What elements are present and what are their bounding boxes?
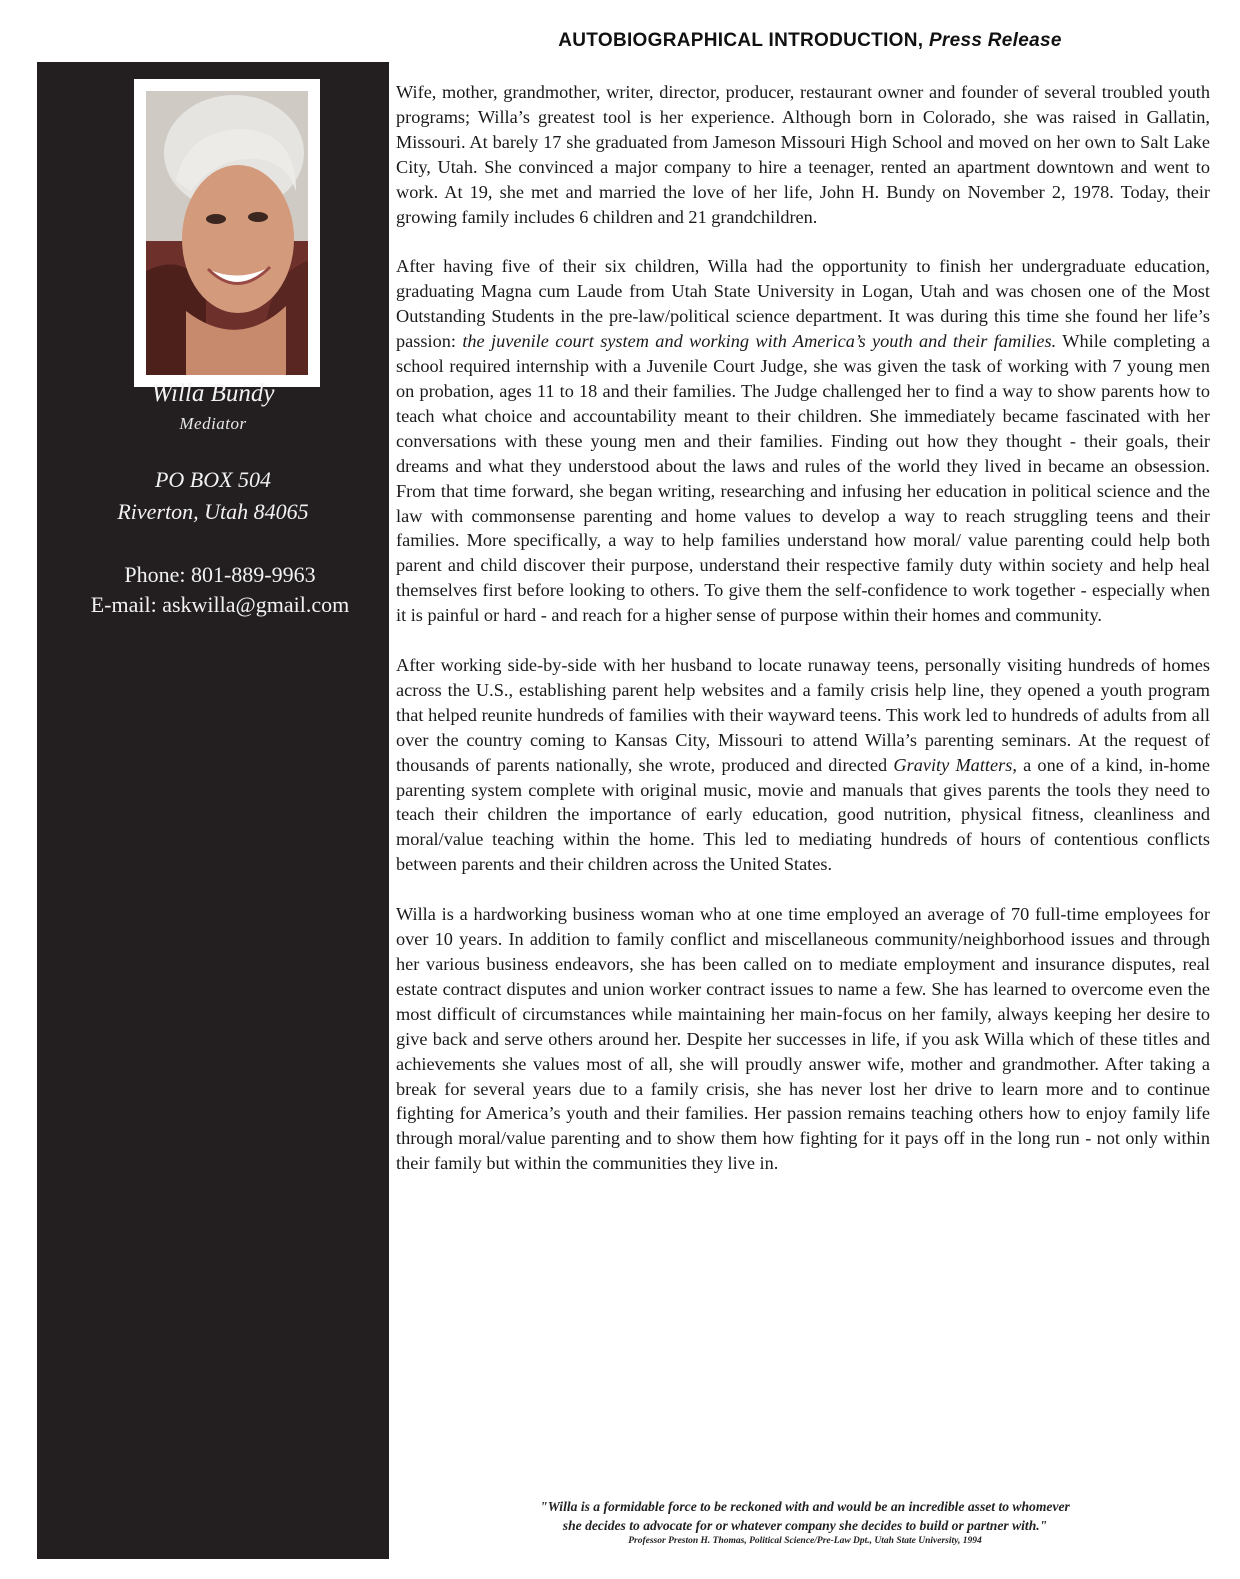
title-main: AUTOBIOGRAPHICAL INTRODUCTION, xyxy=(558,30,924,51)
paragraph-3-text-b: , a one of a kind, in-home parenting system complete with original music, movie and manuals that gives parents the tools they need to teach their children the importance of early education, good nutrition, physical fitness, cleanliness and moral/value teaching within the home. This led to mediating hundreds of hours of contentious conflicts between parents and their children across the United States. xyxy=(396,754,1211,875)
paragraph-4: Willa is a hardworking business woman who at one time employed an average of 70 full-time employees for over 10 years. In addition to family conflict and miscellaneous community/neighborhood issues and through her various business endeavors, she has been called on to mediate employment and insurance disputes, real estate contract disputes and union worker contract issues to name a few. She has learned to overcome even the most difficult of circumstances while maintaining her main-focus on her family, always keeping her desire to give back and serve others around her. Despite her successes in life, if you ask Willa which of these titles and achievements she values most of all, she will proudly answer wife, mother and grandmother. After taking a break for several years due to a family crisis, she has never lost her drive to learn more and to continue fighting for America’s youth and their families. Her passion remains teaching others how to enjoy family life through moral/value parenting and to show them how fighting for it pays off in the long run - not only within their family but within the communities they live in. xyxy=(396,904,1210,1174)
quote-attribution: Professor Preston H. Thomas, Political Science/Pre-Law Dpt., Utah State University, 1994 xyxy=(628,1536,982,1546)
sidebar xyxy=(37,62,389,1559)
title-subtitle: Press Release xyxy=(928,30,1062,51)
paragraph-2-text-b: While completing a school required internship with a Juvenile Court Judge, she was given the task of working with 7 young men on probation, ages 11 to 18 and their families. The Judge challenged her to find a way to show parents how to teach what choice and accountability meant to their children. She immediately became fascinated with her conversations with these young men and their families. Finding out how they thought - their goals, their dreams and what they understood about the laws and rules of the world they lived in became an obsession. From that time forward, she began writing, researching and infusing her education in political science and the law with commonsense parenting and home values to develop a way to reach struggling teens and their families. More specifically, a way to help families understand how moral/ value parenting could help both parent and child discover their purpose, understand their respective family duty within society and help heal themselves first before looking to others. To give them the self-confidence to work together - especially when it is painful or hard - and reach for a higher sense of purpose within their homes and community. xyxy=(396,331,1210,626)
paragraph-3-emphasis: Gravity Matters xyxy=(893,754,1013,775)
address-line-2: Riverton, Utah 84065 xyxy=(117,499,309,524)
paragraph-3-text-a: After working side-by-side with her husband to locate runaway teens, personally visiting hundreds of homes across the U.S., establishing parent help websites and a family crisis help line, they opened a youth program that helped reunite hundreds of families with their wayward teens. This work led to hundreds of adults from all over the country coming to Kansas City, Missouri to attend Willa’s parenting seminars. At the request of thousands of parents nationally, she wrote, produced and directed xyxy=(396,655,1210,775)
quote-line-2: she decides to advocate for or whatever company she decides to build or partner with." xyxy=(562,1518,1048,1533)
quote-line-1: "Willa is a formidable force to be reckoned with and would be an incredible asset to whomever xyxy=(540,1499,1070,1514)
email-address: E-mail: askwilla@gmail.com xyxy=(90,592,350,617)
portrait-photo-icon xyxy=(146,91,308,375)
address-line-1: PO BOX 504 xyxy=(154,467,272,492)
paragraph-2-text-a: After having five of their six children, Willa had the opportunity to finish her undergraduate education, graduating Magna cum Laude from Utah State University in Logan, Utah and was chosen one of the Most Outstanding Students in the pre-law/political science department. It was during this time she found her life’s passion: xyxy=(396,256,1210,352)
paragraph-3 xyxy=(396,653,1210,877)
person-name: Willa Bundy xyxy=(151,380,275,407)
page-title xyxy=(400,30,1220,52)
paragraph-2-emphasis: the juvenile court system and working with America’s youth and their families. xyxy=(462,331,1057,352)
photo-frame xyxy=(134,79,320,387)
paragraph-1: Wife, mother, grandmother, writer, director, producer, restaurant owner and founder of several troubled youth programs; Willa’s greatest tool is her experience. Although born in Colorado, she was raised in Gallatin, Missouri. At barely 17 she graduated from Jameson Missouri High School and moved on her own to Salt Lake City, Utah. She convinced a major company to hire a teenager, rented an apartment downtown and went to work. At 19, she met and married the love of her life, John H. Bundy on November 2, 1978. Today, their growing family includes 6 children and 21 grandchildren. xyxy=(396,82,1210,227)
paragraph-2 xyxy=(396,254,1210,628)
phone-number: Phone: 801-889-9963 xyxy=(124,562,316,587)
person-role: Mediator xyxy=(179,414,247,433)
biography-body xyxy=(396,80,1210,1201)
testimonial-quote xyxy=(400,1497,1210,1535)
